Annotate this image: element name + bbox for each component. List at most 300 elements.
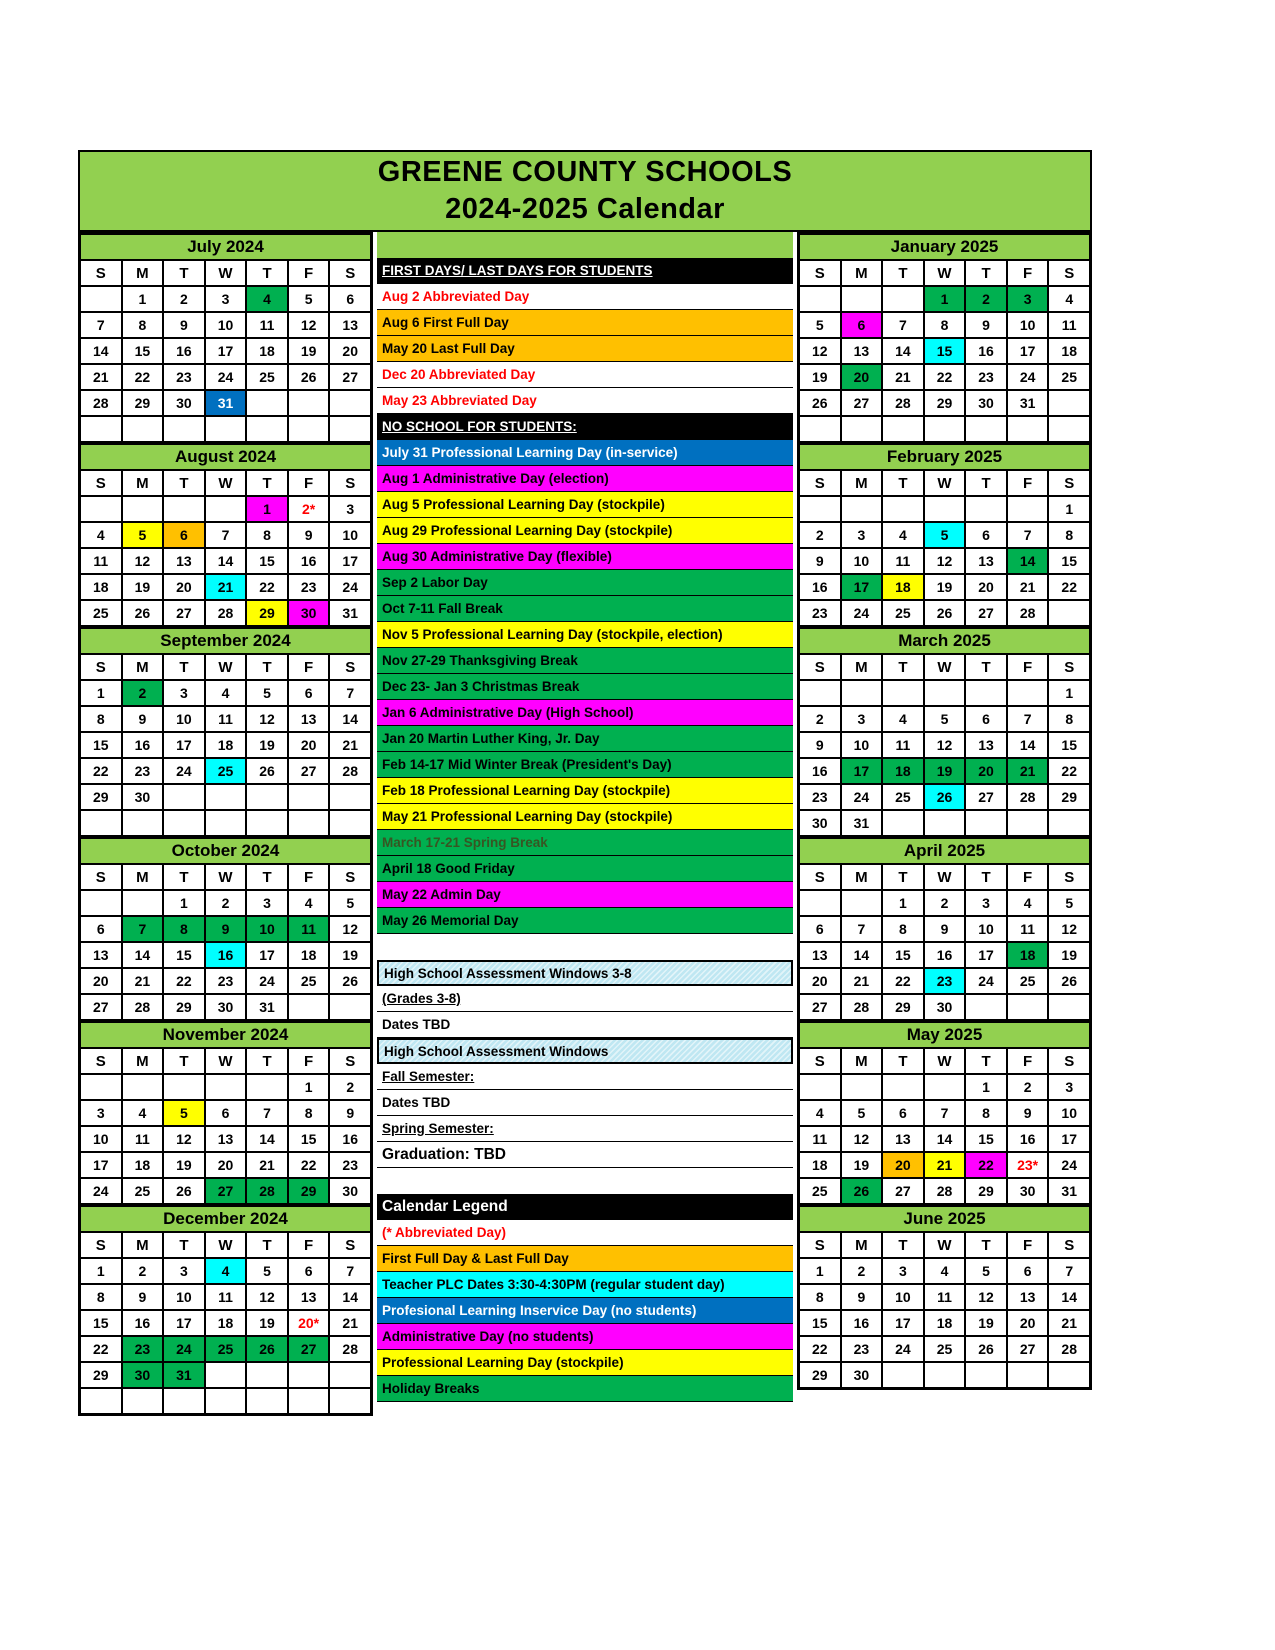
day-cell: 13 bbox=[163, 548, 205, 574]
day-cell: 31 bbox=[841, 810, 883, 836]
day-cell bbox=[288, 416, 330, 442]
weekday-header: S bbox=[799, 1232, 841, 1258]
weekday-header: W bbox=[924, 1232, 966, 1258]
day-cell: 9 bbox=[841, 1284, 883, 1310]
day-cell: 19 bbox=[924, 758, 966, 784]
day-cell: 10 bbox=[163, 706, 205, 732]
day-cell bbox=[288, 810, 330, 836]
day-cell: 7 bbox=[1048, 1258, 1090, 1284]
month-title: February 2025 bbox=[799, 444, 1090, 470]
day-cell bbox=[1048, 1362, 1090, 1388]
day-cell bbox=[329, 416, 371, 442]
day-cell: 24 bbox=[246, 968, 288, 994]
day-cell: 2 bbox=[329, 1074, 371, 1100]
day-cell bbox=[965, 680, 1007, 706]
day-cell: 15 bbox=[1048, 548, 1090, 574]
day-cell bbox=[205, 1388, 247, 1414]
day-cell: 14 bbox=[924, 1126, 966, 1152]
day-cell bbox=[882, 810, 924, 836]
day-cell: 7 bbox=[80, 312, 122, 338]
day-cell bbox=[841, 286, 883, 312]
day-cell: 23 bbox=[965, 364, 1007, 390]
day-cell bbox=[329, 1362, 371, 1388]
month-title: November 2024 bbox=[80, 1022, 371, 1048]
day-cell bbox=[205, 810, 247, 836]
day-cell: 16 bbox=[841, 1310, 883, 1336]
note-row: Dec 23- Jan 3 Christmas Break bbox=[377, 674, 793, 700]
day-cell bbox=[841, 416, 883, 442]
day-cell: 12 bbox=[924, 732, 966, 758]
day-cell: 25 bbox=[80, 600, 122, 626]
weekday-header: S bbox=[329, 260, 371, 286]
note-row: Graduation: TBD bbox=[377, 1142, 793, 1168]
day-cell bbox=[924, 496, 966, 522]
day-cell: 26 bbox=[965, 1336, 1007, 1362]
day-cell: 3 bbox=[246, 890, 288, 916]
day-cell bbox=[1048, 994, 1090, 1020]
right-months-column bbox=[797, 232, 1092, 1390]
weekday-header: W bbox=[924, 864, 966, 890]
day-cell: 1 bbox=[163, 890, 205, 916]
day-cell: 11 bbox=[288, 916, 330, 942]
day-cell: 9 bbox=[205, 916, 247, 942]
day-cell: 8 bbox=[924, 312, 966, 338]
day-cell: 25 bbox=[246, 364, 288, 390]
day-cell: 28 bbox=[246, 1178, 288, 1204]
day-cell: 3 bbox=[205, 286, 247, 312]
day-cell: 26 bbox=[799, 390, 841, 416]
day-cell: 21 bbox=[841, 968, 883, 994]
day-cell: 13 bbox=[882, 1126, 924, 1152]
day-cell bbox=[163, 810, 205, 836]
note-row: First Full Day & Last Full Day bbox=[377, 1246, 793, 1272]
weekday-header: F bbox=[1007, 260, 1049, 286]
note-row: Administrative Day (no students) bbox=[377, 1324, 793, 1350]
day-cell: 30 bbox=[965, 390, 1007, 416]
month-title: April 2025 bbox=[799, 838, 1090, 864]
day-cell: 2 bbox=[799, 522, 841, 548]
weekday-header: S bbox=[799, 260, 841, 286]
day-cell: 19 bbox=[288, 338, 330, 364]
note-row: March 17-21 Spring Break bbox=[377, 830, 793, 856]
month-october-2024 bbox=[78, 836, 373, 1022]
note-row: Professional Learning Day (stockpile) bbox=[377, 1350, 793, 1376]
day-cell: 29 bbox=[163, 994, 205, 1020]
day-cell: 17 bbox=[329, 548, 371, 574]
month-january-2025 bbox=[797, 232, 1092, 444]
day-cell: 20 bbox=[965, 758, 1007, 784]
day-cell: 28 bbox=[80, 390, 122, 416]
day-cell: 27 bbox=[882, 1178, 924, 1204]
notes-column bbox=[377, 232, 793, 1402]
weekday-header: S bbox=[799, 654, 841, 680]
day-cell: 17 bbox=[205, 338, 247, 364]
day-cell: 21 bbox=[246, 1152, 288, 1178]
day-cell: 8 bbox=[1048, 522, 1090, 548]
weekday-header: S bbox=[329, 1048, 371, 1074]
day-cell bbox=[1048, 810, 1090, 836]
month-title: March 2025 bbox=[799, 628, 1090, 654]
day-cell: 19 bbox=[841, 1152, 883, 1178]
day-cell bbox=[1048, 390, 1090, 416]
day-cell: 26 bbox=[246, 758, 288, 784]
month-july-2024 bbox=[78, 232, 373, 444]
day-cell: 15 bbox=[80, 732, 122, 758]
day-cell: 22 bbox=[965, 1152, 1007, 1178]
day-cell: 15 bbox=[122, 338, 164, 364]
day-cell: 1 bbox=[882, 890, 924, 916]
day-cell: 7 bbox=[329, 680, 371, 706]
note-row: Feb 14-17 Mid Winter Break (President's Day) bbox=[377, 752, 793, 778]
note-row: Aug 30 Administrative Day (flexible) bbox=[377, 544, 793, 570]
day-cell: 29 bbox=[122, 390, 164, 416]
day-cell: 2 bbox=[163, 286, 205, 312]
day-cell: 19 bbox=[246, 732, 288, 758]
weekday-header: T bbox=[163, 864, 205, 890]
day-cell: 12 bbox=[799, 338, 841, 364]
day-cell: 29 bbox=[246, 600, 288, 626]
day-cell: 20 bbox=[205, 1152, 247, 1178]
day-cell bbox=[799, 680, 841, 706]
day-cell: 5 bbox=[329, 890, 371, 916]
day-cell: 15 bbox=[882, 942, 924, 968]
day-cell: 5 bbox=[799, 312, 841, 338]
day-cell: 1 bbox=[122, 286, 164, 312]
day-cell: 21 bbox=[1007, 758, 1049, 784]
day-cell bbox=[80, 810, 122, 836]
weekday-header: T bbox=[965, 470, 1007, 496]
day-cell: 11 bbox=[1007, 916, 1049, 942]
month-november-2024 bbox=[78, 1020, 373, 1206]
day-cell bbox=[799, 286, 841, 312]
day-cell: 18 bbox=[80, 574, 122, 600]
note-row: (Grades 3-8) bbox=[377, 986, 793, 1012]
weekday-header: M bbox=[841, 864, 883, 890]
day-cell bbox=[882, 496, 924, 522]
day-cell: 8 bbox=[246, 522, 288, 548]
day-cell: 19 bbox=[163, 1152, 205, 1178]
day-cell: 18 bbox=[1048, 338, 1090, 364]
day-cell: 14 bbox=[122, 942, 164, 968]
day-cell bbox=[965, 416, 1007, 442]
note-row: April 18 Good Friday bbox=[377, 856, 793, 882]
day-cell: 2 bbox=[205, 890, 247, 916]
day-cell: 21 bbox=[1048, 1310, 1090, 1336]
day-cell: 6 bbox=[882, 1100, 924, 1126]
day-cell: 4 bbox=[882, 706, 924, 732]
day-cell: 10 bbox=[1007, 312, 1049, 338]
day-cell: 25 bbox=[122, 1178, 164, 1204]
note-row: Jan 20 Martin Luther King, Jr. Day bbox=[377, 726, 793, 752]
day-cell: 25 bbox=[205, 1336, 247, 1362]
day-cell: 18 bbox=[205, 732, 247, 758]
weekday-header: T bbox=[882, 864, 924, 890]
day-cell: 20 bbox=[799, 968, 841, 994]
weekday-header: W bbox=[924, 260, 966, 286]
day-cell: 27 bbox=[965, 600, 1007, 626]
day-cell: 21 bbox=[205, 574, 247, 600]
weekday-header: W bbox=[205, 864, 247, 890]
day-cell: 1 bbox=[246, 496, 288, 522]
day-cell: 6 bbox=[965, 706, 1007, 732]
day-cell: 28 bbox=[882, 390, 924, 416]
day-cell: 30 bbox=[799, 810, 841, 836]
day-cell: 8 bbox=[80, 706, 122, 732]
day-cell bbox=[122, 1074, 164, 1100]
day-cell: 30 bbox=[288, 600, 330, 626]
day-cell: 19 bbox=[329, 942, 371, 968]
month-title: May 2025 bbox=[799, 1022, 1090, 1048]
day-cell: 4 bbox=[205, 680, 247, 706]
day-cell: 21 bbox=[924, 1152, 966, 1178]
day-cell: 14 bbox=[1007, 732, 1049, 758]
section-header: Calendar Legend bbox=[377, 1194, 793, 1220]
day-cell: 14 bbox=[329, 706, 371, 732]
month-title: September 2024 bbox=[80, 628, 371, 654]
weekday-header: T bbox=[965, 260, 1007, 286]
weekday-header: S bbox=[1048, 1048, 1090, 1074]
day-cell: 4 bbox=[205, 1258, 247, 1284]
day-cell: 20 bbox=[329, 338, 371, 364]
day-cell bbox=[882, 680, 924, 706]
left-months-column bbox=[78, 232, 373, 1416]
weekday-header: T bbox=[163, 1232, 205, 1258]
day-cell: 22 bbox=[799, 1336, 841, 1362]
day-cell: 3 bbox=[841, 706, 883, 732]
day-cell: 9 bbox=[288, 522, 330, 548]
day-cell: 10 bbox=[882, 1284, 924, 1310]
day-cell: 16 bbox=[1007, 1126, 1049, 1152]
weekday-header: T bbox=[882, 260, 924, 286]
day-cell bbox=[965, 994, 1007, 1020]
day-cell: 25 bbox=[882, 784, 924, 810]
day-cell: 8 bbox=[288, 1100, 330, 1126]
day-cell: 11 bbox=[246, 312, 288, 338]
day-cell: 5 bbox=[122, 522, 164, 548]
month-april-2025 bbox=[797, 836, 1092, 1022]
day-cell: 24 bbox=[163, 1336, 205, 1362]
day-cell: 4 bbox=[122, 1100, 164, 1126]
weekday-header: T bbox=[246, 260, 288, 286]
day-cell: 27 bbox=[1007, 1336, 1049, 1362]
weekday-header: M bbox=[122, 654, 164, 680]
day-cell bbox=[122, 890, 164, 916]
day-cell: 21 bbox=[1007, 574, 1049, 600]
day-cell bbox=[205, 784, 247, 810]
day-cell: 20 bbox=[1007, 1310, 1049, 1336]
green-filler bbox=[377, 232, 793, 258]
day-cell: 28 bbox=[924, 1178, 966, 1204]
page-title bbox=[78, 150, 1092, 232]
day-cell: 23 bbox=[799, 784, 841, 810]
day-cell: 30 bbox=[1007, 1178, 1049, 1204]
day-cell: 27 bbox=[841, 390, 883, 416]
day-cell: 5 bbox=[288, 286, 330, 312]
day-cell: 16 bbox=[799, 758, 841, 784]
day-cell bbox=[965, 496, 1007, 522]
day-cell: 1 bbox=[924, 286, 966, 312]
day-cell: 16 bbox=[329, 1126, 371, 1152]
day-cell: 28 bbox=[329, 1336, 371, 1362]
weekday-header: S bbox=[80, 470, 122, 496]
day-cell bbox=[163, 496, 205, 522]
note-row: May 26 Memorial Day bbox=[377, 908, 793, 934]
day-cell: 25 bbox=[1048, 364, 1090, 390]
day-cell: 29 bbox=[80, 1362, 122, 1388]
day-cell bbox=[246, 1074, 288, 1100]
day-cell: 26 bbox=[246, 1336, 288, 1362]
day-cell: 4 bbox=[80, 522, 122, 548]
day-cell: 22 bbox=[80, 1336, 122, 1362]
day-cell: 13 bbox=[965, 548, 1007, 574]
day-cell: 23 bbox=[205, 968, 247, 994]
day-cell bbox=[122, 1388, 164, 1414]
day-cell: 27 bbox=[965, 784, 1007, 810]
day-cell: 15 bbox=[246, 548, 288, 574]
day-cell: 23* bbox=[1007, 1152, 1049, 1178]
day-cell: 5 bbox=[924, 522, 966, 548]
day-cell: 12 bbox=[841, 1126, 883, 1152]
day-cell: 24 bbox=[882, 1336, 924, 1362]
day-cell: 23 bbox=[163, 364, 205, 390]
day-cell bbox=[882, 286, 924, 312]
day-cell: 29 bbox=[80, 784, 122, 810]
day-cell: 11 bbox=[122, 1126, 164, 1152]
day-cell: 2 bbox=[924, 890, 966, 916]
day-cell bbox=[246, 784, 288, 810]
day-cell: 30 bbox=[329, 1178, 371, 1204]
day-cell bbox=[1048, 600, 1090, 626]
day-cell bbox=[163, 416, 205, 442]
day-cell: 2* bbox=[288, 496, 330, 522]
assessment-banner: High School Assessment Windows bbox=[377, 1038, 793, 1064]
weekday-header: M bbox=[122, 260, 164, 286]
weekday-header: S bbox=[80, 260, 122, 286]
day-cell: 25 bbox=[288, 968, 330, 994]
day-cell: 9 bbox=[799, 732, 841, 758]
weekday-header: S bbox=[329, 654, 371, 680]
weekday-header: T bbox=[246, 654, 288, 680]
month-february-2025 bbox=[797, 442, 1092, 628]
day-cell: 8 bbox=[882, 916, 924, 942]
day-cell: 18 bbox=[882, 574, 924, 600]
day-cell: 14 bbox=[329, 1284, 371, 1310]
day-cell: 31 bbox=[205, 390, 247, 416]
day-cell: 31 bbox=[1007, 390, 1049, 416]
weekday-header: M bbox=[841, 470, 883, 496]
note-row: Aug 5 Professional Learning Day (stockpile) bbox=[377, 492, 793, 518]
day-cell: 3 bbox=[329, 496, 371, 522]
day-cell: 12 bbox=[965, 1284, 1007, 1310]
day-cell: 10 bbox=[163, 1284, 205, 1310]
note-row: Sep 2 Labor Day bbox=[377, 570, 793, 596]
weekday-header: F bbox=[288, 1232, 330, 1258]
day-cell bbox=[246, 1388, 288, 1414]
day-cell: 10 bbox=[965, 916, 1007, 942]
day-cell bbox=[924, 810, 966, 836]
day-cell: 27 bbox=[80, 994, 122, 1020]
day-cell: 17 bbox=[1007, 338, 1049, 364]
day-cell: 16 bbox=[288, 548, 330, 574]
day-cell bbox=[288, 784, 330, 810]
assessment-banner: High School Assessment Windows 3-8 bbox=[377, 960, 793, 986]
day-cell bbox=[205, 1074, 247, 1100]
day-cell: 22 bbox=[122, 364, 164, 390]
day-cell: 28 bbox=[205, 600, 247, 626]
day-cell bbox=[80, 286, 122, 312]
day-cell: 2 bbox=[122, 680, 164, 706]
weekday-header: M bbox=[841, 654, 883, 680]
day-cell: 21 bbox=[122, 968, 164, 994]
day-cell: 16 bbox=[163, 338, 205, 364]
day-cell: 8 bbox=[965, 1100, 1007, 1126]
day-cell: 1 bbox=[80, 1258, 122, 1284]
day-cell: 21 bbox=[329, 732, 371, 758]
title-line1: GREENE COUNTY SCHOOLS bbox=[377, 155, 793, 188]
day-cell: 7 bbox=[882, 312, 924, 338]
day-cell: 3 bbox=[965, 890, 1007, 916]
day-cell: 23 bbox=[122, 1336, 164, 1362]
weekday-header: W bbox=[205, 470, 247, 496]
weekday-header: T bbox=[246, 470, 288, 496]
weekday-header: T bbox=[965, 1048, 1007, 1074]
weekday-header: S bbox=[1048, 470, 1090, 496]
day-cell: 3 bbox=[80, 1100, 122, 1126]
day-cell: 7 bbox=[841, 916, 883, 942]
section-header: NO SCHOOL FOR STUDENTS: bbox=[377, 414, 793, 440]
day-cell: 13 bbox=[1007, 1284, 1049, 1310]
day-cell: 6 bbox=[163, 522, 205, 548]
day-cell: 12 bbox=[122, 548, 164, 574]
note-row: Dates TBD bbox=[377, 1090, 793, 1116]
day-cell: 24 bbox=[163, 758, 205, 784]
day-cell: 31 bbox=[163, 1362, 205, 1388]
day-cell: 13 bbox=[841, 338, 883, 364]
day-cell: 3 bbox=[882, 1258, 924, 1284]
day-cell: 12 bbox=[1048, 916, 1090, 942]
day-cell bbox=[246, 390, 288, 416]
day-cell: 25 bbox=[882, 600, 924, 626]
day-cell: 2 bbox=[841, 1258, 883, 1284]
day-cell bbox=[80, 1388, 122, 1414]
day-cell: 12 bbox=[246, 706, 288, 732]
weekday-header: S bbox=[329, 864, 371, 890]
month-december-2024 bbox=[78, 1204, 373, 1416]
day-cell: 16 bbox=[799, 574, 841, 600]
day-cell: 25 bbox=[205, 758, 247, 784]
day-cell bbox=[163, 1388, 205, 1414]
day-cell bbox=[799, 890, 841, 916]
day-cell: 1 bbox=[965, 1074, 1007, 1100]
day-cell: 11 bbox=[882, 548, 924, 574]
day-cell bbox=[246, 810, 288, 836]
day-cell: 31 bbox=[329, 600, 371, 626]
day-cell: 14 bbox=[841, 942, 883, 968]
day-cell: 4 bbox=[1007, 890, 1049, 916]
day-cell: 18 bbox=[882, 758, 924, 784]
day-cell: 22 bbox=[924, 364, 966, 390]
day-cell: 24 bbox=[329, 574, 371, 600]
month-march-2025 bbox=[797, 626, 1092, 838]
weekday-header: S bbox=[1048, 260, 1090, 286]
calendar-body bbox=[78, 232, 1092, 1416]
day-cell bbox=[163, 784, 205, 810]
day-cell bbox=[329, 784, 371, 810]
day-cell: 26 bbox=[288, 364, 330, 390]
day-cell: 9 bbox=[163, 312, 205, 338]
weekday-header: M bbox=[841, 260, 883, 286]
day-cell bbox=[163, 1074, 205, 1100]
